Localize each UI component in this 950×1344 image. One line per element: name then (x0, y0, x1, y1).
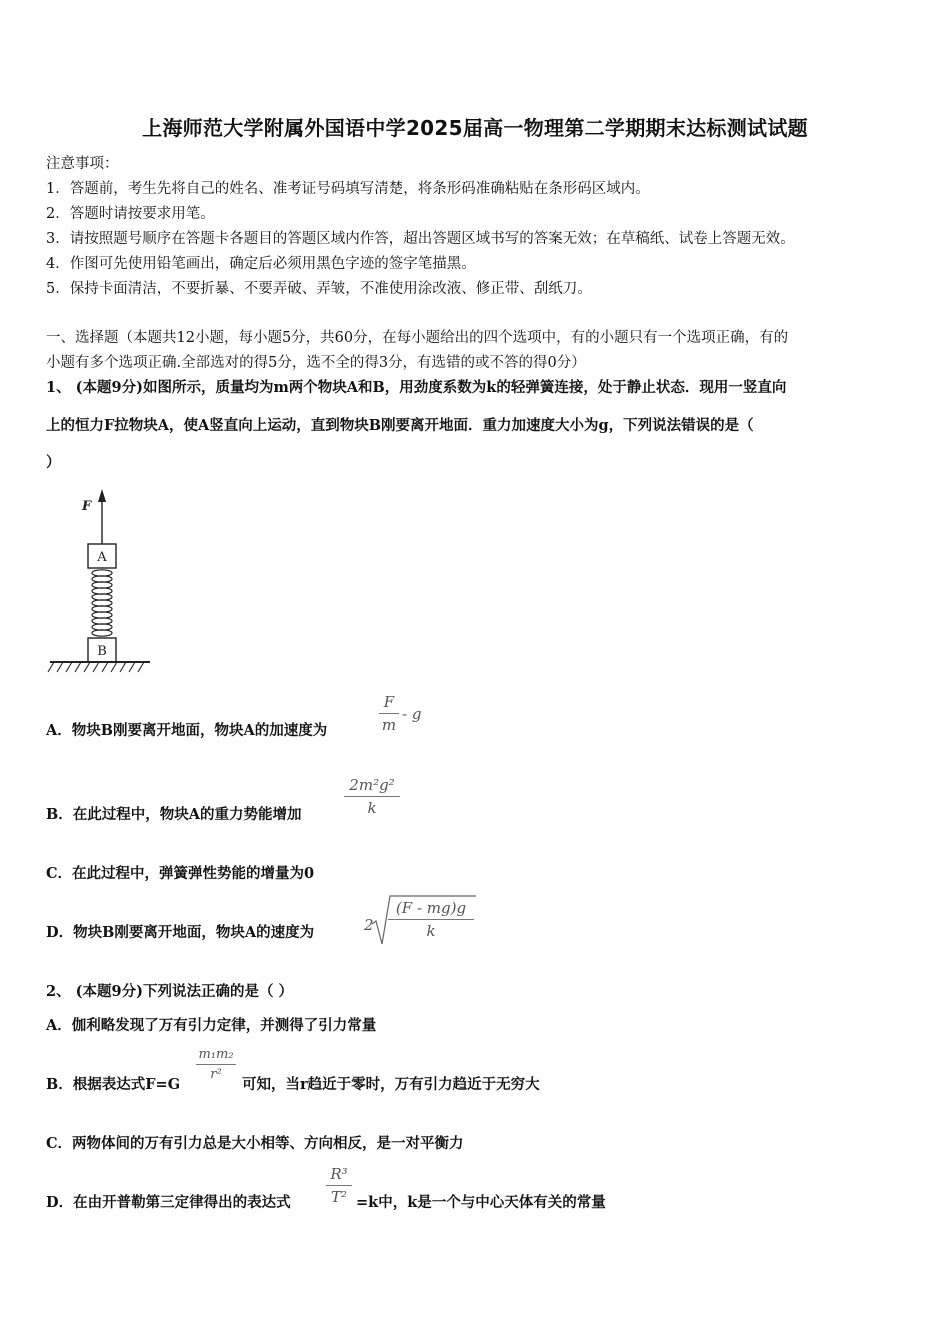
q2-option-b-suffix: 可知，当r趋近于零时，万有引力趋近于无穷大 (242, 1076, 540, 1093)
notice-item: 1．答题前，考生先将自己的姓名、准考证号码填写清楚，将条形码准确粘贴在条形码区域内。 (46, 181, 650, 197)
q2-option-b-fraction: m₁m₂ r² (196, 1047, 236, 1082)
q2-stem: 2、 (本题9分)下列说法正确的是（ ） (46, 983, 293, 1000)
q1-option-c: C．在此过程中，弹簧弹性势能的增量为0 (46, 865, 315, 882)
section-instructions-line2: 小题有多个选项正确.全部选对的得5分，选不全的得3分，有选错的或不答的得0分） (46, 355, 586, 371)
q1-stem-line1: 1、 (本题9分)如图所示，质量均为m两个物块A和B，用劲度系数为k的轻弹簧连接，处于静止状态．现用一竖直向 (46, 379, 787, 396)
q1-option-d-coefficient: 2 (364, 916, 374, 934)
q2-option-b-prefix: B．根据表达式F=G (46, 1076, 181, 1093)
section-instructions-line1: 一、选择题（本题共12小题，每小题5分，共60分，在每小题给出的四个选项中，有的小题只有一个选项正确，有的 (46, 330, 789, 346)
block-b-label: B (97, 644, 107, 659)
notice-item: 2．答题时请按要求用笔。 (46, 206, 215, 222)
notice-item: 3．请按照题号顺序在答题卡各题目的答题区域内作答，超出答题区域书写的答案无效；在草稿纸、试卷上答题无效。 (46, 231, 795, 247)
page-title: 上海师范大学附属外国语中学2025届高一物理第二学期期末达标测试试题 (142, 116, 808, 140)
q1-option-b-fraction: 2m²g² k (344, 776, 400, 817)
q2-option-a: A．伽利略发现了万有引力定律，并测得了引力常量 (46, 1017, 377, 1034)
q1-option-a-tail: - g (402, 705, 422, 723)
block-a-label: A (97, 550, 107, 565)
q2-option-c: C．两物体间的万有引力总是大小相等、方向相反，是一对平衡力 (46, 1135, 464, 1152)
q1-stem-line3: ） (46, 454, 61, 471)
force-label: F (82, 499, 92, 514)
spring-coil (92, 570, 112, 636)
q2-option-d-suffix: =k中，k是一个与中心天体有关的常量 (356, 1194, 606, 1211)
q2-option-d-prefix: D．在由开普勒第三定律得出的表达式 (46, 1194, 291, 1211)
notice-item: 5．保持卡面清洁，不要折暴、不要弄破、弄皱，不准使用涂改液、修正带、刮纸刀。 (46, 281, 592, 297)
q2-option-d-fraction: R³ T² (326, 1165, 352, 1206)
q1-option-a-fraction: F m (379, 693, 399, 734)
q1-option-b: B．在此过程中，物块A的重力势能增加 (46, 806, 302, 823)
notice-heading: 注意事项： (46, 156, 119, 172)
q1-option-a: A．物块B刚要离开地面，物块A的加速度为 (46, 722, 328, 739)
notice-item: 4．作图可先使用铅笔画出，确定后必须用黑色字迹的签字笔描黑。 (46, 256, 476, 272)
q1-option-d: D．物块B刚要离开地面，物块A的速度为 (46, 924, 315, 941)
spring-figure (46, 488, 156, 678)
q1-option-d-fraction: (F - mg)g k (388, 899, 474, 940)
q1-stem-line2: 上的恒力F拉物块A，使A竖直向上运动，直到物块B刚要离开地面．重力加速度大小为g，下列说法错误的是（ (46, 417, 754, 434)
